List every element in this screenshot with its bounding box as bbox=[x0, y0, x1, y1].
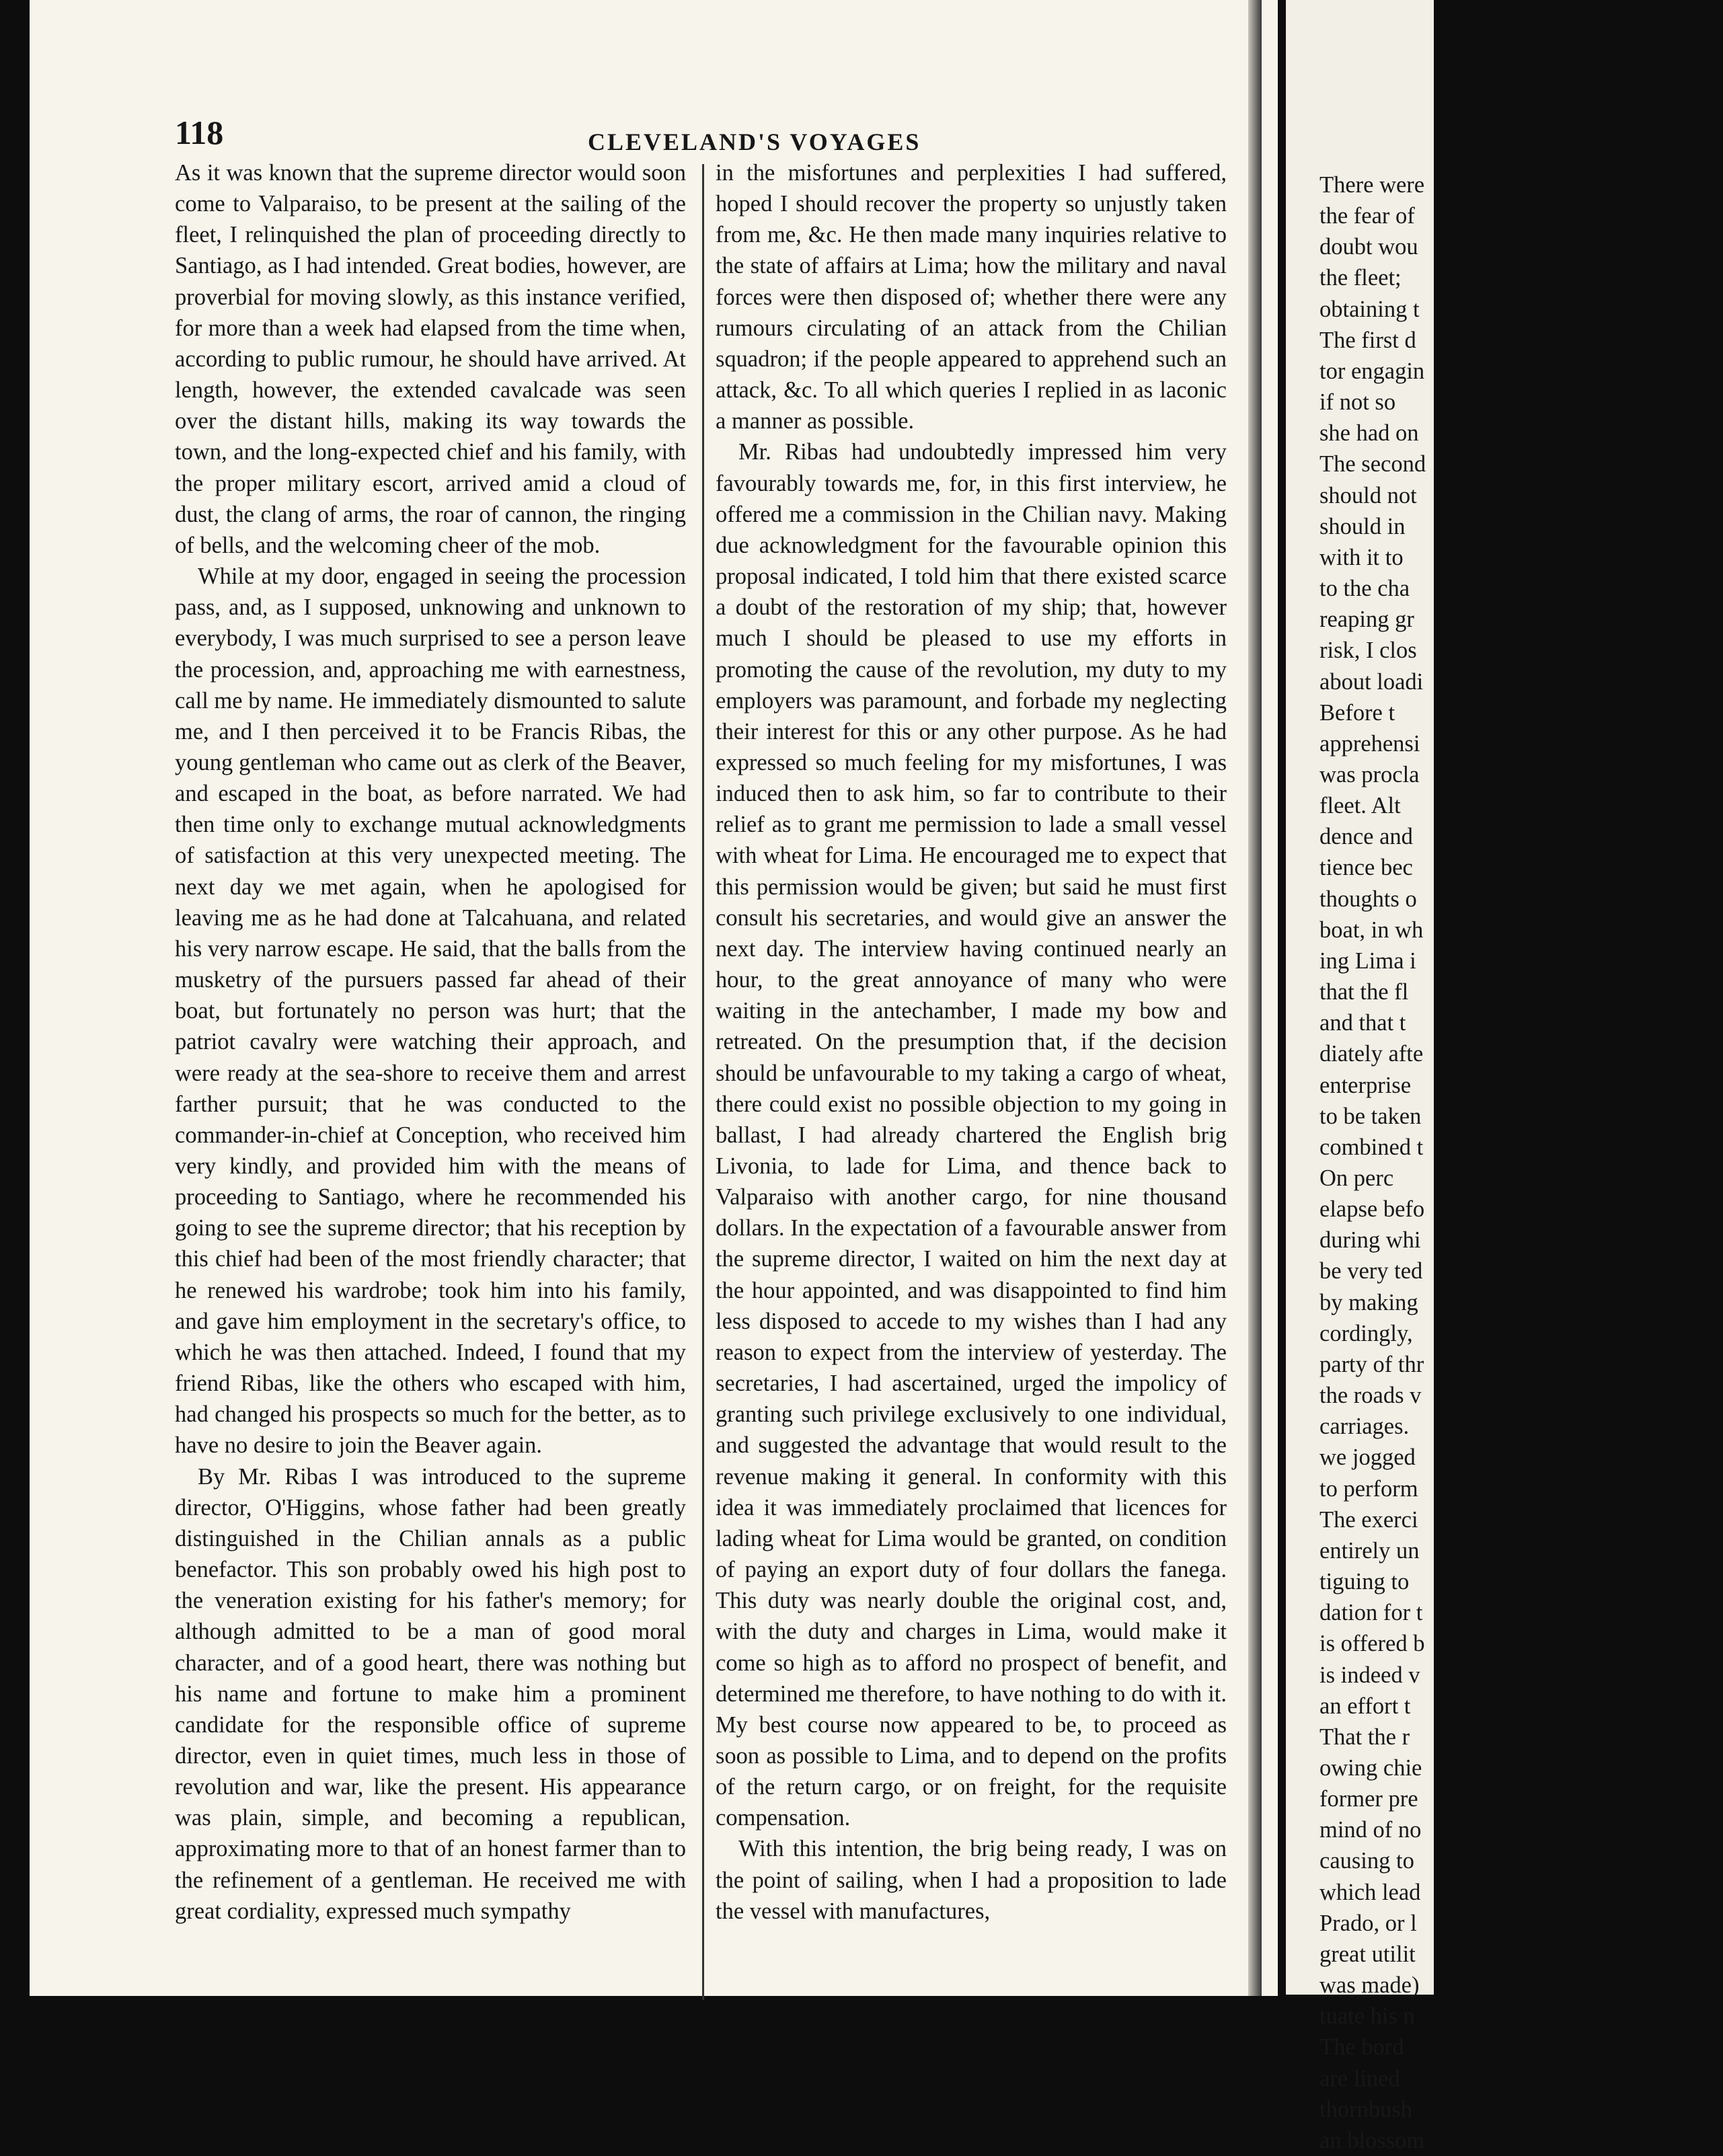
facing-page-line: we jogged bbox=[1319, 1445, 1416, 1471]
facing-page-line: the fleet; bbox=[1319, 265, 1402, 291]
facing-page-line: fleet. Alt bbox=[1319, 793, 1401, 819]
facing-page-line: reaping gr bbox=[1319, 607, 1414, 633]
facing-page-line: The first d bbox=[1319, 327, 1416, 353]
facing-page-line: if not so bbox=[1319, 389, 1396, 416]
facing-page-line: diately afte bbox=[1319, 1041, 1424, 1067]
facing-page-line: is indeed v bbox=[1319, 1662, 1420, 1688]
paragraph: While at my door, engaged in seeing the procession pass, and, as I supposed, unknowing and unknown to everybody, I was much surprised to see a person leave the procession, and, approaching me with earnestness, call me by name. He immediately dismounted to salute me, and I then perceived it to be Francis Ribas, the young gentleman who came out as clerk of the Beaver, and escaped in the boat, as before narrated. We had then time only to exchange mutual acknowledgments of satisfaction at this very unexpected meeting. The next day we met again, when he apologised for leaving me as he had done at Talcahuana, and related his very narrow escape. He said, that the balls from the musketry of the pursuers passed far ahead of their boat, but fortunately no person was hurt; that the patriot cavalry were watching their approach, and were ready at the sea-shore to receive them and arrest farther pursuit; that he was conducted to the commander-in-chief at Conception, who received him very kindly, and provided him with the means of proceeding to Santiago, where he recommended his going to see the supreme director; that his reception by this chief had been of the most friendly character; that he renewed his wardrobe; took him into his family, and gave him employment in the secretary's office, to which he was then attached. Indeed, I found that my friend Ribas, like the others who escaped with him, had changed his prospects so much for the better, as to have no desire to join the Beaver again. bbox=[175, 564, 686, 1459]
facing-page-edge bbox=[1286, 0, 1434, 2153]
facing-page-line: enterprise bbox=[1319, 1072, 1412, 1098]
right-column bbox=[716, 157, 1227, 1927]
facing-page-line: with it to bbox=[1319, 544, 1404, 570]
facing-page-line: dation for t bbox=[1319, 1600, 1423, 1626]
facing-page-line: That the r bbox=[1319, 1724, 1410, 1750]
facing-page-line: doubt wou bbox=[1319, 234, 1418, 260]
facing-page-line: elapse befo bbox=[1319, 1196, 1425, 1223]
facing-page-line: ing Lima i bbox=[1319, 948, 1416, 974]
facing-page-line: carriages. bbox=[1319, 1414, 1410, 1440]
column-divider bbox=[702, 164, 704, 2000]
facing-page-line: boat, in wh bbox=[1319, 917, 1424, 943]
facing-page-line: was procla bbox=[1319, 761, 1420, 787]
facing-page-line: The exerci bbox=[1319, 1506, 1418, 1533]
facing-page-line: an blossom bbox=[1319, 2127, 1425, 2153]
facing-page-line: There were bbox=[1319, 172, 1425, 198]
facing-page-line: to perform bbox=[1319, 1475, 1418, 1502]
facing-page-line: cordingly, bbox=[1319, 1320, 1413, 1346]
facing-page-line: the roads v bbox=[1319, 1383, 1422, 1409]
facing-page-line: dence and bbox=[1319, 824, 1413, 850]
facing-page-line: obtaining t bbox=[1319, 296, 1420, 322]
facing-page-line: combined t bbox=[1319, 1134, 1424, 1160]
facing-page-line: to be taken bbox=[1319, 1103, 1422, 1129]
facing-page-line: thornbush bbox=[1319, 2096, 1412, 2122]
facing-page-line: that the fl bbox=[1319, 979, 1409, 1005]
facing-page-line: On perc bbox=[1319, 1165, 1394, 1191]
facing-page-line: owing chie bbox=[1319, 1755, 1422, 1781]
facing-page-line: and that t bbox=[1319, 1010, 1406, 1036]
facing-page-line: be very ted bbox=[1319, 1258, 1423, 1284]
left-column bbox=[175, 157, 686, 1927]
facing-page-line: great utilit bbox=[1319, 1941, 1416, 1967]
paragraph: By Mr. Ribas I was introduced to the supreme director, O'Higgins, whose father had been greatly distinguished in the Chilian annals as a public benefactor. This son probably owed his high post to the veneration existing for his father's memory; for although admitted to be a man of good moral character, and of a good heart, there was nothing but his name and fortune to make him a prominent candidate for the responsible office of supreme director, even in quiet times, much less in those of revolution and war, like the present. His appearance was plain, simple, and becoming a republican, approximating more to that of an honest farmer than to the refinement of a gentleman. He received me with great cordiality, expressed much sympathy bbox=[175, 1463, 686, 1924]
facing-page-line: to the cha bbox=[1319, 576, 1410, 602]
facing-page-line: party of thr bbox=[1319, 1351, 1424, 1377]
facing-page-column bbox=[1319, 169, 1723, 2156]
facing-page-line: tiguing to bbox=[1319, 1569, 1410, 1595]
facing-page-line: mind of no bbox=[1319, 1817, 1422, 1843]
facing-page-line: Prado, or l bbox=[1319, 1910, 1417, 1936]
facing-page-line: which lead bbox=[1319, 1879, 1421, 1905]
paragraph: With this intention, the brig being ready, I was on the point of sailing, when I had a proposition to lade the vessel with manufactures, bbox=[716, 1836, 1227, 1924]
facing-page-line: tuate his n bbox=[1319, 2003, 1415, 2030]
facing-page-line: risk, I clos bbox=[1319, 638, 1417, 664]
facing-page-line: Before t bbox=[1319, 699, 1395, 726]
facing-page-line: tience bec bbox=[1319, 855, 1413, 881]
facing-page-line: by making bbox=[1319, 1289, 1418, 1315]
facing-page-line: should not bbox=[1319, 482, 1417, 508]
facing-page-line: an effort t bbox=[1319, 1693, 1411, 1719]
running-head: CLEVELAND'S VOYAGES bbox=[588, 128, 921, 155]
facing-page-line: about loadi bbox=[1319, 668, 1424, 695]
facing-page-line: The second bbox=[1319, 451, 1426, 477]
facing-page-line: was made) bbox=[1319, 1972, 1420, 1999]
facing-page-line: former pre bbox=[1319, 1786, 1418, 1812]
book-gutter bbox=[1248, 0, 1262, 1996]
facing-page-line: the fear of bbox=[1319, 203, 1415, 229]
facing-page-line: apprehensi bbox=[1319, 730, 1420, 757]
facing-page-line: tor engagin bbox=[1319, 358, 1425, 384]
facing-page-line: thoughts o bbox=[1319, 886, 1417, 912]
facing-page-line: The bord bbox=[1319, 2034, 1404, 2061]
facing-page-line: should in bbox=[1319, 513, 1406, 539]
facing-page-line: during whi bbox=[1319, 1227, 1421, 1254]
book-page bbox=[30, 0, 1278, 1996]
paragraph: As it was known that the supreme director would soon come to Valparaiso, to be present at the sailing of the fleet, I relinquished the plan of proceeding directly to Santiago, as I had intended. Great bodies, however, are proverbial for moving slowly, as this instance verified, for more than a week had elapsed from the time when, according to public rumour, he should have arrived. At length, however, the extended cavalcade was seen over the distant hills, making its way towards the town, and the long-expected chief and his family, with the proper military escort, arrived amid a cloud of dust, the clang of arms, the roar of cannon, the ringing of bells, and the welcoming cheer of the mob. bbox=[175, 160, 686, 558]
facing-page-line: entirely un bbox=[1319, 1537, 1420, 1564]
paragraph: Mr. Ribas had undoubtedly impressed him very favourably towards me, for, in this first interview, he offered me a commission in the Chilian navy. Making due acknowledgment for the favourable opinion this proposal indicated, I told him that there existed scarce a doubt of the restoration of my ship; that, however much I should be pleased to use my efforts in promoting the cause of the revolution, my duty to my employers was paramount, and forbade my neglecting their interest for this or any other purpose. As he had expressed so much feeling for my misfortunes, I was induced then to ask him, so far to contribute to their relief as to grant me permission to lade a small vessel with wheat for Lima. He encouraged me to expect that this permission would be given; but said he must first consult his secretaries, and would give an answer the next day. The interview having continued nearly an hour, to the great annoyance of many who were waiting in the antechamber, I made my bow and retreated. On the presumption that, if the decision should be unfavourable to my taking a cargo of wheat, there could exist no possible objection to my going in ballast, I had already chartered the English brig Livonia, to lade for Lima, and thence back to Valparaiso with another cargo, for nine thousand dollars. In the expectation of a favourable answer from the supreme director, I waited on him the next day at the hour appointed, and was disappointed to find him less disposed to accede to my wishes than I had any reason to expect from the interview of yesterday. The secretaries, I had ascertained, urged the impolicy of granting such privilege exclusively to one individual, and suggested the advantage that would result to the revenue making it general. In conformity with this idea it was immediately proclaimed that licences for lading wheat for Lima would be granted, on condition of paying an export duty of four dollars the fanega. This duty was nearly double the original cost, and, with the duty and charges in Lima, would make it come so high as to afford no prospect of benefit, and determined me therefore, to have nothing to do with it. My best course now appeared to be, to proceed as soon as possible to Lima, and to depend on the profits of the return cargo, or on freight, for the requisite compensation. bbox=[716, 439, 1227, 1831]
paragraph: in the misfortunes and perplexities I had suffered, hoped I should recover the property so unjustly taken from me, &c. He then made many inquiries relative to the state of affairs at Lima; how the military and naval forces were then disposed of; whether there were any rumours circulating of an attack from the Chilian squadron; if the people appeared to apprehend such an attack, &c. To all which queries I replied in as laconic a manner as possible. bbox=[716, 160, 1227, 434]
facing-page-line: causing to bbox=[1319, 1848, 1414, 1874]
facing-page-line: she had on bbox=[1319, 420, 1419, 447]
facing-page-line: is offered b bbox=[1319, 1631, 1425, 1657]
page-number: 118 bbox=[175, 114, 224, 151]
facing-page-line: are lined bbox=[1319, 2065, 1400, 2091]
